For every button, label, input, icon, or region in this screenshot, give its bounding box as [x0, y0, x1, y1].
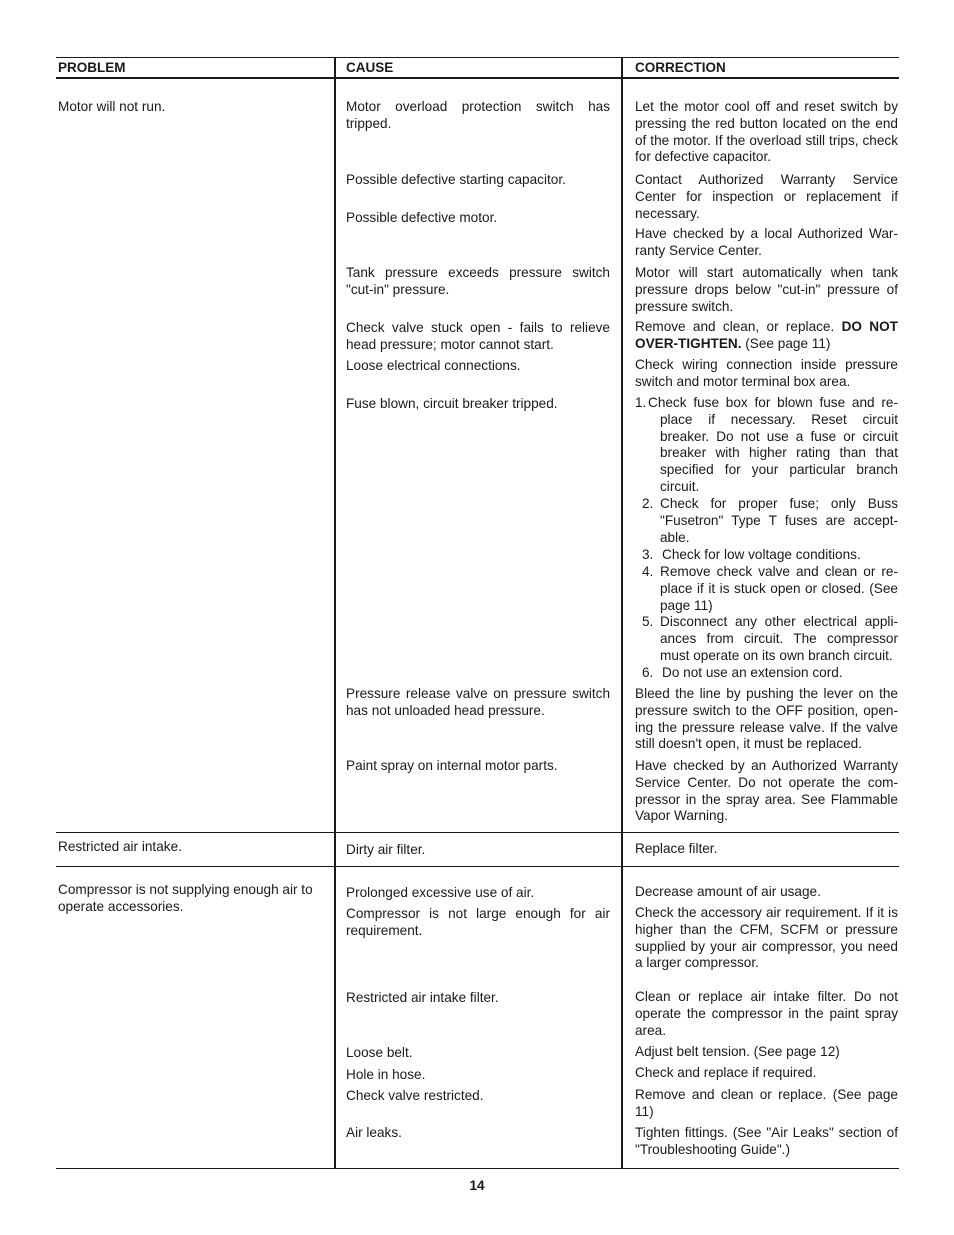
cause-dirty-filter: Dirty air filter.: [346, 842, 426, 857]
cause-loose-connections: Loose electrical connections.: [346, 358, 521, 373]
cause-defective-motor: Possible defective motor.: [346, 210, 498, 225]
cause-tank-pressure: Tank pressure exceeds pressure switch "cut-in" pressure.: [346, 265, 610, 297]
correction-compressor-too-small: Check the accessory air requirement. If it is higher than the CFM, SCFM or pressure supplied by your air compressor, you need a larger compressor.: [635, 905, 898, 971]
correction-check-valve-stuck: [635, 319, 898, 353]
correction-check-valve-text: Remove and clean, or replace.: [635, 319, 835, 334]
correction-loose-belt: Adjust belt tension. (See page 12): [635, 1044, 840, 1059]
cause-fuse-blown: Fuse blown, circuit breaker tripped.: [346, 396, 558, 411]
correction-check-valve-ref: (See page 11): [745, 335, 831, 351]
fuse-step-text: Check for proper fuse; only Buss "Fusetron" Type T fuses are accept-able.: [660, 496, 898, 545]
cause-excessive-use: Prolonged excessive use of air.: [346, 885, 535, 900]
fuse-step-number: 2.: [642, 496, 654, 511]
header-correction: CORRECTION: [635, 60, 726, 75]
fuse-step-number: 3.: [642, 547, 654, 562]
problem-not-enough-air: Compressor is not supplying enough air to operate accessories.: [58, 882, 313, 914]
fuse-step-text: Check for low voltage conditions.: [662, 547, 861, 562]
correction-loose-connections: Check wiring connection inside pressure switch and motor terminal box area.: [635, 357, 898, 389]
cause-check-valve-restricted: Check valve restricted.: [346, 1088, 484, 1103]
correction-check-valve-restricted: Remove and clean or replace. (See page 11): [635, 1087, 898, 1119]
correction-replace-filter: Replace filter.: [635, 841, 718, 856]
table-bottom-rule: [56, 1168, 899, 1169]
cause-hole-in-hose: Hole in hose.: [346, 1067, 426, 1082]
cause-restricted-intake-filter: Restricted air intake filter.: [346, 990, 499, 1005]
section-divider-1: [56, 832, 899, 833]
correction-tank-pressure: Motor will start automatically when tank pressure drops below "cut-in" pressure of pressure switch.: [635, 265, 898, 314]
fuse-step-number: 5.: [642, 614, 654, 629]
correction-pressure-release-valve: Bleed the line by pushing the lever on the pressure switch to the OFF position, open-ing the pressure release valve. If the valve still doesn't open, it must be replaced.: [635, 686, 898, 752]
header-cause: CAUSE: [346, 60, 394, 75]
fuse-step-text: Check fuse box for blown fuse and re-place if necessary. Reset circuit breaker. Do not use a fuse or circuit breaker with higher rating than that specified for your particular branch circuit.: [648, 395, 898, 494]
cause-defective-capacitor: Possible defective starting capacitor.: [346, 172, 566, 187]
correction-air-leaks: Tighten fittings. (See "Air Leaks" section of "Troubleshooting Guide".): [635, 1125, 898, 1157]
correction-defective-motor: Have checked by a local Authorized War-ranty Service Center.: [635, 226, 898, 258]
correction-paint-spray: Have checked by an Authorized Warranty Service Center. Do not operate the com-pressor in the spray area. See Flammable Vapor Warning.: [635, 758, 898, 824]
problem-restricted-air-intake: Restricted air intake.: [58, 839, 182, 854]
header-problem: PROBLEM: [58, 60, 126, 75]
cause-air-leaks: Air leaks.: [346, 1125, 402, 1140]
cause-pressure-release-valve: Pressure release valve on pressure switch has not unloaded head pressure.: [346, 686, 610, 718]
fuse-step-number: 1.: [635, 395, 647, 410]
fuse-step-5: [642, 614, 898, 664]
fuse-step-3: [642, 547, 898, 564]
cause-overload-tripped: Motor overload protection switch has tripped.: [346, 99, 610, 131]
cause-loose-belt: Loose belt.: [346, 1045, 413, 1060]
section-divider-2: [56, 866, 899, 867]
cause-check-valve-stuck: Check valve stuck open - fails to relieve head pressure; motor cannot start.: [346, 320, 610, 352]
correction-defective-capacitor: Contact Authorized Warranty Service Center for inspection or replacement if necessary.: [635, 172, 898, 221]
fuse-step-4: [642, 564, 898, 614]
cause-paint-spray: Paint spray on internal motor parts.: [346, 758, 558, 773]
column-divider-2: [621, 57, 623, 1169]
table-top-rule: [56, 57, 899, 58]
fuse-step-6: [642, 665, 898, 682]
fuse-step-text: Do not use an extension cord.: [662, 665, 843, 680]
fuse-step-text: Remove check valve and clean or re-place if it is stuck open or closed. (See page 11): [660, 564, 898, 613]
correction-overload-tripped: Let the motor cool off and reset switch by pressing the red button located on the end of the motor. If the overload still trips, check for defective capacitor.: [635, 99, 898, 165]
fuse-step-number: 4.: [642, 564, 654, 579]
header-bottom-rule: [56, 77, 899, 79]
page-number: 14: [469, 1178, 485, 1193]
fuse-step-1: [635, 395, 898, 496]
fuse-step-number: 6.: [642, 665, 654, 680]
cause-compressor-too-small: Compressor is not large enough for air requirement.: [346, 906, 610, 938]
correction-hole-in-hose: Check and replace if required.: [635, 1065, 817, 1080]
column-divider-1: [334, 57, 336, 1169]
correction-restricted-intake-filter: Clean or replace air intake filter. Do not operate the compressor in the paint spray area.: [635, 989, 898, 1038]
problem-motor-will-not-run: Motor will not run.: [58, 99, 166, 114]
do-not-overtighten-warning: DO NOT OVER-TIGHTEN.: [635, 319, 898, 351]
fuse-step-text: Disconnect any other electrical appli-ances from circuit. The compressor must operate on its own branch circuit.: [660, 614, 898, 663]
correction-excessive-use: Decrease amount of air usage.: [635, 884, 821, 899]
fuse-step-2: [642, 496, 898, 546]
